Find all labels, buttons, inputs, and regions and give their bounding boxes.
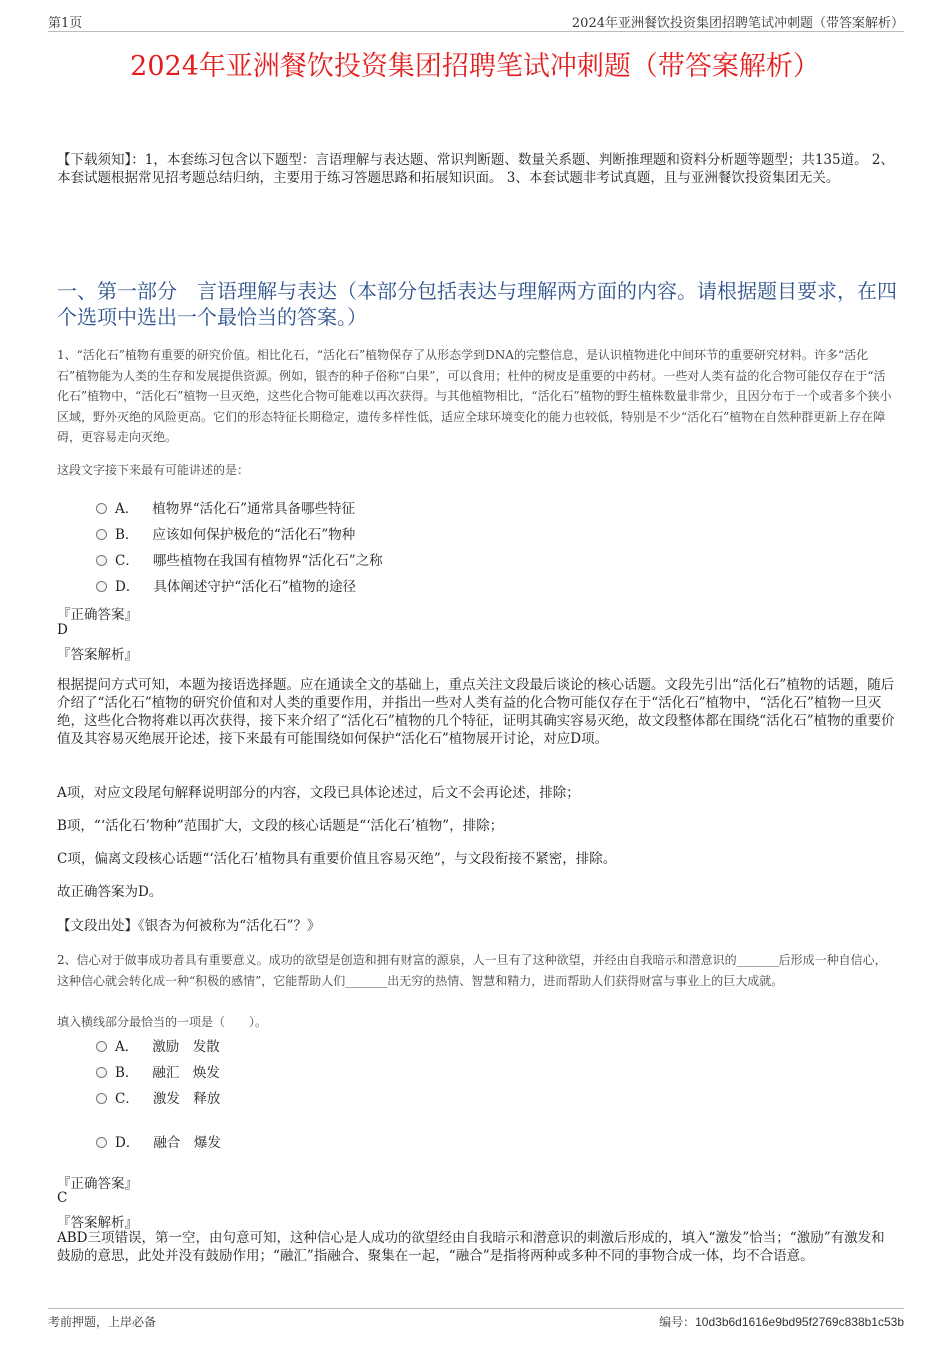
question-2-option-b[interactable]: B． 融汇 焕发	[96, 1061, 220, 1081]
code-value: 10d3b6d1616e9bd95f2769c838b1c53b	[695, 1315, 904, 1329]
radio-button[interactable]	[96, 1093, 107, 1104]
question-2-option-d[interactable]: D． 融合 爆发	[96, 1131, 221, 1151]
analysis-paragraph: 故正确答案为D。	[57, 884, 163, 900]
radio-button[interactable]	[96, 581, 107, 592]
answer-value: D	[57, 622, 68, 638]
question-2-option-a[interactable]: A． 激励 发散	[96, 1035, 220, 1055]
radio-button[interactable]	[96, 1067, 107, 1078]
footer-divider	[48, 1308, 904, 1309]
radio-button[interactable]	[96, 529, 107, 540]
header-doc-title: 2024年亚洲餐饮投资集团招聘笔试冲刺题（带答案解析）	[571, 16, 904, 31]
analysis-paragraph: 根据提问方式可知，本题为接语选择题。应在通读全文的基础上，重点关注文段最后谈论的核心话题。文段先引出“活化石”植物的话题，随后介绍了“活化石”植物的研究价值和对人类的重要作用，并指出一些对人类有益的化合物可能仅存在于“活化石”植物中，“活化石”植物一旦灭绝，这些化合物将难以再次获得，接下来介绍了“活化石”植物的几个特征，证明其确实容易灭绝，故文段整体都在围绕“活化石”植物的重要价值及其容易灭绝展开论述，接下来最有可能围绕如何保护“活化石”植物展开讨论，对应D项。	[57, 677, 895, 747]
radio-button[interactable]	[96, 555, 107, 566]
question-2-stem: 2、信心对于做事成功者具有重要意义。成功的欲望是创造和拥有财富的源泉，人一旦有了这种欲望，并经由自我暗示和潜意识的_______后形成一种自信心，这种信心就会转化成一种“积极的感情”，它能帮助人们_______出无穷的热情、智慧和精力，进而帮助人们获得财富与事业上的巨大成就。	[57, 953, 887, 988]
question-2-prompt: 填入横线部分最恰当的一项是（ ）。	[57, 1015, 268, 1029]
analysis-paragraph: A项，对应文段尾句解释说明部分的内容，文段已具体论述过，后文不会再论述，排除；	[57, 785, 580, 801]
radio-button[interactable]	[96, 503, 107, 514]
question-1-option-a[interactable]: A． 植物界“活化石”通常具备哪些特征	[96, 497, 355, 517]
answer-label: 『正确答案』	[57, 607, 138, 623]
question-1-option-d[interactable]: D． 具体阐述守护“活化石”植物的途径	[96, 575, 356, 595]
answer-value: C	[57, 1190, 68, 1206]
question-1-option-b[interactable]: B． 应该如何保护极危的“活化石”物种	[96, 523, 355, 543]
page-number: 第1页	[48, 16, 83, 31]
download-notice: 【下载须知】：1，本套练习包含以下题型：言语理解与表达题、常识判断题、数量关系题、判断推理题和资料分析题等题型；共135道。 2、本套试题根据常见招考题总结归纳，主要用于练习答题思路和拓展知识面。 3、本套试题非考试真题，且与亚洲餐饮投资集团无关。	[57, 152, 894, 186]
footer-slogan: 考前押题，上岸必备	[48, 1315, 157, 1329]
answer-label: 『正确答案』	[57, 1176, 138, 1192]
question-1-stem: 1、“活化石”植物有重要的研究价值。相比化石，“活化石”植物保存了从形态学到DNA的完整信息，是认识植物进化中间环节的重要研究材料。许多“活化石”植物能为人类的生存和发展提供资源。例如，银杏的种子俗称“白果”，可以食用；杜仲的树皮是重要的中药材。一些对人类有益的化合物可能仅存在于“活化石”植物中，“活化石”植物一旦灭绝，这些化合物可能难以再次获得。与其他植物相比，“活化石”植物的野生植株数量非常少，且因分布于一个或者多个狭小区域，野外灭绝的风险更高。它们的形态特征长期稳定，遗传多样性低，适应全球环境变化的能力也较低，特别是不少“活化石”植物在自然种群更新上存在障碍，更容易走向灭绝。	[57, 348, 892, 444]
question-1-option-c[interactable]: C． 哪些植物在我国有植物界“活化石”之称	[96, 549, 383, 569]
analysis-label: 『答案解析』	[57, 647, 138, 663]
section-heading: 一、第一部分 言语理解与表达（本部分包括表达与理解两方面的内容。请根据题目要求，在四个选项中选出一个最恰当的答案。）	[57, 279, 897, 329]
code-label: 编号：	[659, 1315, 696, 1329]
document-title: 2024年亚洲餐饮投资集团招聘笔试冲刺题（带答案解析）	[130, 51, 820, 82]
analysis-label: 『答案解析』	[57, 1215, 138, 1231]
question-1-prompt: 这段文字接下来最有可能讲述的是：	[57, 463, 250, 477]
footer-code	[659, 1313, 904, 1330]
radio-button[interactable]	[96, 1041, 107, 1052]
question-2-option-c[interactable]: C． 激发 释放	[96, 1087, 220, 1107]
analysis-paragraph: C项，偏离文段核心话题“‘活化石’植物具有重要价值且容易灭绝”，与文段衔接不紧密，排除。	[57, 851, 617, 867]
header-divider	[48, 31, 904, 32]
source-citation: 【文段出处】《银杏为何被称为“活化石”？》	[57, 918, 321, 934]
radio-button[interactable]	[96, 1137, 107, 1148]
analysis-paragraph: ABD三项错误，第一空，由句意可知，这种信心是人成功的欲望经由自我暗示和潜意识的刺激后形成的，填入“激发”恰当；“激励”有激发和鼓励的意思，此处并没有鼓励作用；“融汇”指融合、聚集在一起，“融合”是指将两种或多种不同的事物合成一体，均不合语意。	[57, 1230, 885, 1264]
analysis-paragraph: B项，“‘活化石’物种”范围扩大，文段的核心话题是“‘活化石’植物”，排除；	[57, 818, 504, 834]
